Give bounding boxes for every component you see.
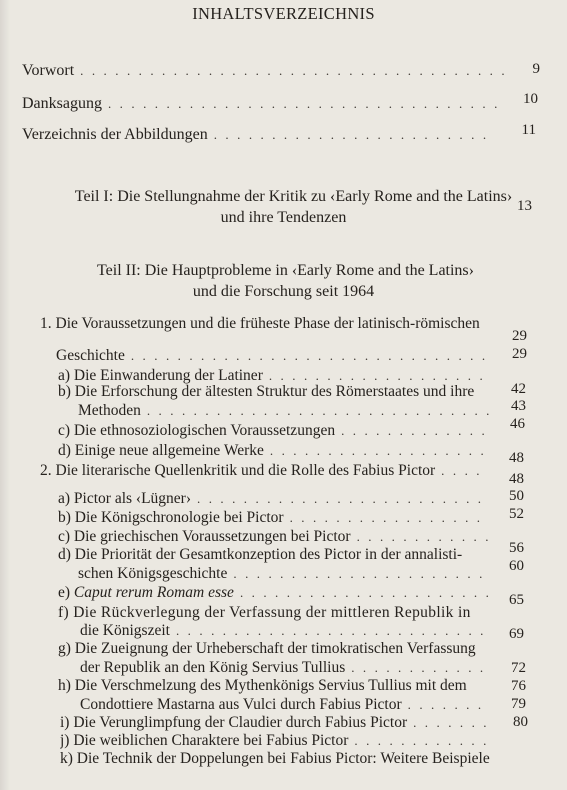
toc-entry-2f-line1: f) Die Rückverlegung der Verfassung der mittleren Republik in [58,604,471,621]
toc-entry-2e: e) Caput rerum Romam esse . . . [58,584,494,602]
toc-entry-2c: c) Die griechischen Voraussetzungen bei Pictor . . . [58,528,494,546]
toc-entry-2i: i) Die Verunglimpfung der Claudier durch Fabius Pictor . . . [60,714,496,732]
page-number: 42 [511,381,526,397]
toc-entry-vorwort: Vorwort . . . [22,62,510,80]
page-number: 11 [521,122,536,138]
toc-entry-1c: c) Die ethnosoziologischen Voraussetzungen . . . [58,422,498,440]
toc-entry-2g-line1: g) Die Zueignung der Urheberschaft der timokratischen Verfassung [58,640,476,657]
page-number: 60 [509,558,524,574]
page-number: 48 [509,471,524,487]
page-number: 29 [512,346,527,362]
toc-entry-2d-line1: d) Die Priorität der Gesamtkonzeption des Pictor in der annalisti- [58,546,463,563]
page-number: 69 [509,626,524,642]
page-gutter-shadow [0,0,10,790]
page-number: 56 [509,540,524,556]
page-number: 43 [511,398,526,414]
toc-entry-2f-line2: die Königszeit . . . [80,622,494,640]
toc-entry-1d: d) Einige neue allgemeine Werke . . . [58,442,498,460]
chapter-1-title: 1. Die Voraussetzungen und die früheste Phase der latinisch-römischen [40,315,480,332]
page-number: 50 [509,488,524,504]
toc-entry-1a: a) Die Einwanderung der Latiner . . . [58,367,498,385]
toc-entry-2g-line2: der Republik an den König Servius Tullius . . . [80,659,494,677]
page-number: 52 [509,506,524,522]
toc-entry-danksagung: Danksagung . . . [22,95,507,113]
toc-entry-2d-line2: schen Königsgeschichte . . . [78,565,494,583]
page-number: 13 [517,198,532,214]
page-number: 48 [509,450,524,466]
toc-entry-2k: k) Die Technik der Doppelungen bei Fabius Pictor: Weitere Beispiele [60,750,490,767]
page-number: 9 [532,61,540,77]
toc-entry-1b-line1: b) Die Erforschung der ältesten Struktur des Römerstaates und ihre [58,383,475,400]
toc-entry-2h-line2: Condottiere Mastarna aus Vulci durch Fabius Pictor . . . [80,696,496,714]
toc-entry-2j: j) Die weiblichen Charaktere bei Fabius Pictor . . . [60,732,496,750]
page-number: 76 [511,678,526,694]
page-number: 10 [523,91,538,107]
page-number: 79 [511,696,526,712]
page-number: 29 [512,328,527,344]
part-1-heading: Teil I: Die Stellungnahme der Kritik zu ‹Early Rome and the Latins› und ihre Tendenzen [74,188,513,226]
page-number: 72 [511,660,526,676]
page-number: 65 [509,592,524,608]
chapter-2-title: 2. Die literarische Quellenkritik und die Rolle des Fabius Pictor . . . [40,462,492,480]
page-title: INHALTSVERZEICHNIS [192,4,375,23]
toc-entry-2a: a) Pictor als ‹Lügner› . . . [58,490,494,508]
toc-entry-geschichte: Geschichte . . . [56,347,496,365]
page-number: 80 [513,714,528,730]
page-number: 46 [510,416,525,432]
toc-entry-1b-line2: Methoden . . . [78,402,496,420]
toc-entry-2b: b) Die Königschronologie bei Pictor . . . [58,509,494,527]
toc-entry-abbildungen: Verzeichnis der Abbildungen . . . [22,126,500,144]
part-2-heading: Teil II: Die Hauptprobleme in ‹Early Rome and the Latins› und die Forschung seit 1964 [97,262,474,300]
toc-entry-2h-line1: h) Die Verschmelzung des Mythenkönigs Servius Tullius mit dem [58,677,467,694]
